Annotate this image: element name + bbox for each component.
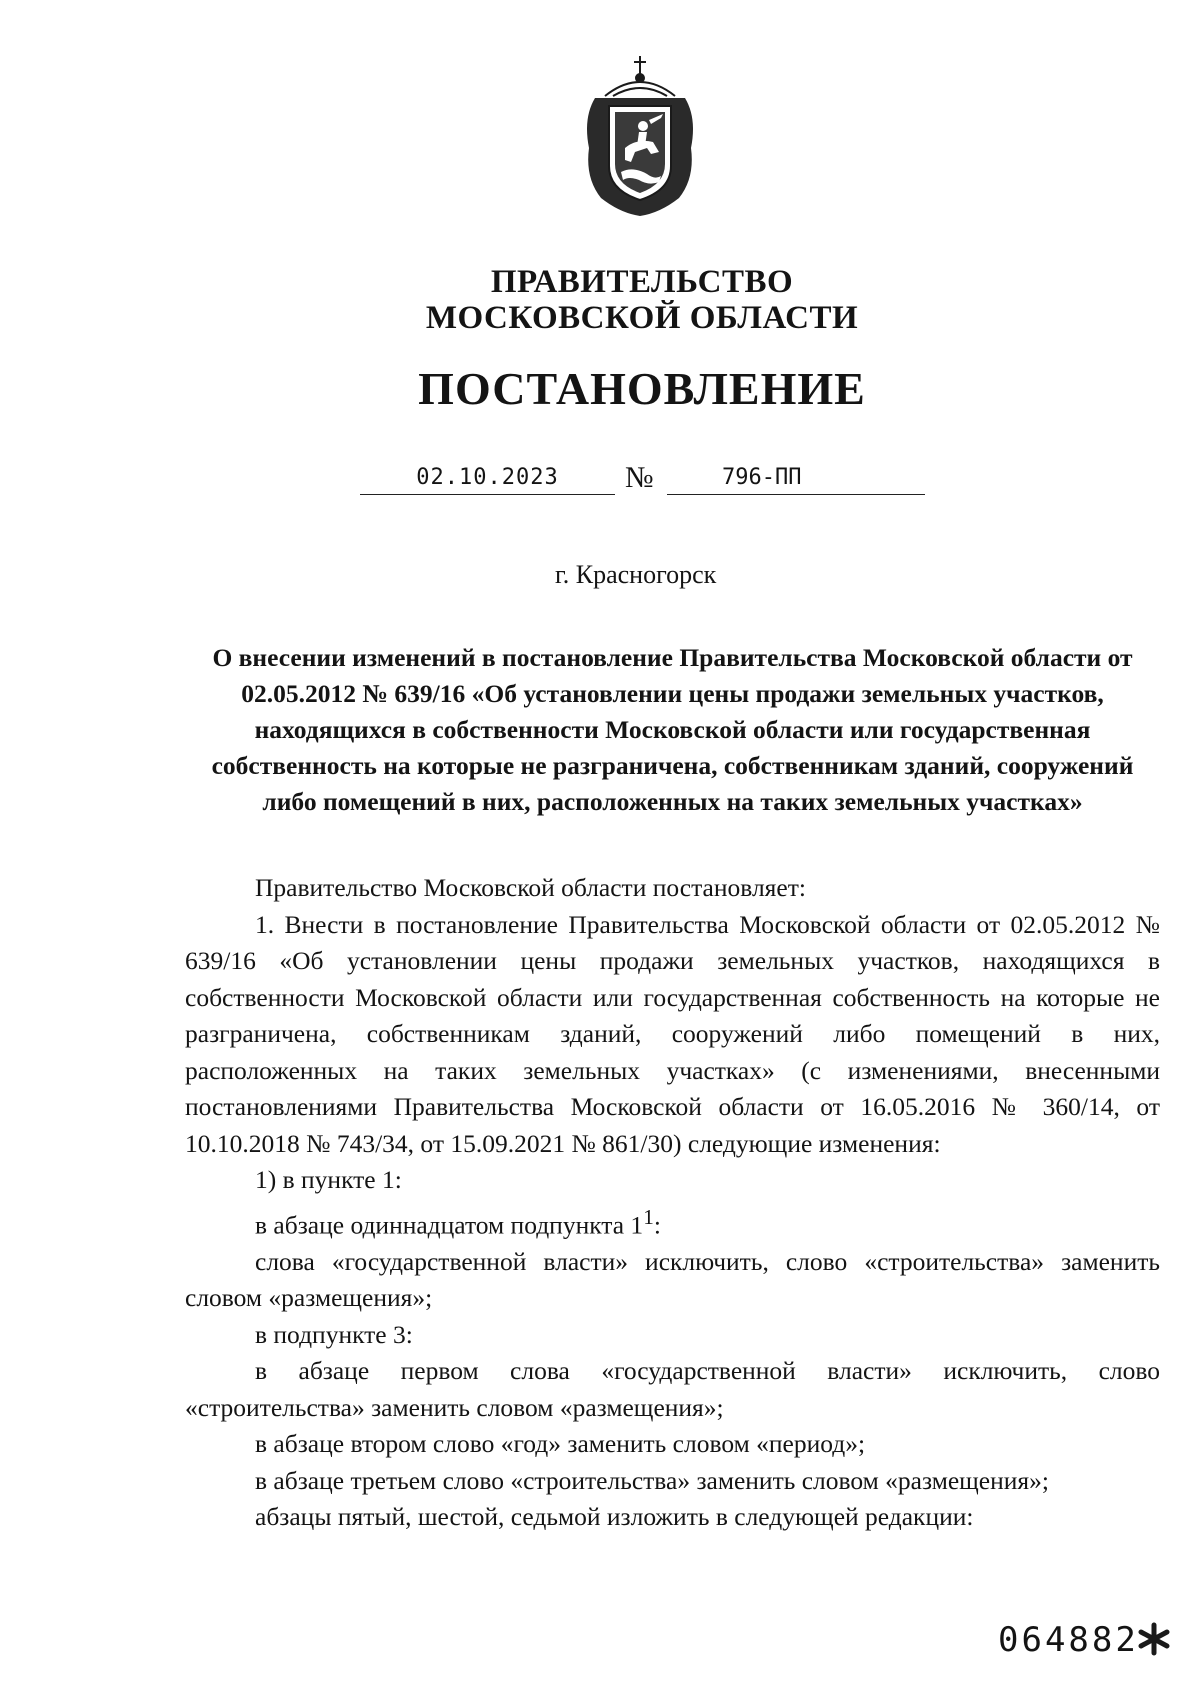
body-paragraph-3-text: в абзаце одиннадцатом подпункта 1 <box>255 1210 644 1239</box>
document-body <box>185 870 1160 1536</box>
body-paragraph-4: слова «государственной власти» исключить, слово «строительства» заменить словом «размещения»; <box>185 1246 1160 1312</box>
city: г. Красногорск <box>555 560 717 589</box>
document-type: ПОСТАНОВЛЕНИЕ <box>418 363 866 414</box>
number-sign: № <box>625 461 654 494</box>
registration-row <box>0 462 1200 502</box>
organization-name-line-1: ПРАВИТЕЛЬСТВО <box>490 264 794 300</box>
form-serial-number: 064882 <box>998 1620 1139 1660</box>
document-number-field <box>667 462 925 495</box>
body-paragraph-7: в абзаце втором слово «год» заменить словом «период»; <box>255 1429 866 1458</box>
body-paragraph-preamble: Правительство Московской области постановляет: <box>255 873 806 902</box>
body-paragraph-3-superscript: 1 <box>643 1204 654 1229</box>
body-paragraph-3 <box>185 1199 1160 1244</box>
asterisk-icon <box>1137 1622 1171 1656</box>
body-paragraph-5: в подпункте 3: <box>255 1319 413 1349</box>
body-paragraph-1: 1. Внести в постановление Правительства Московской области от 02.05.2012 № 639/16 «Об установлении цены продажи земельных участков, находящихся в собственности Московской области или государственная собственность на которые не разграничена, собственникам зданий, сооружений либо помещений в них, расположенных на таких земельных участках» (с изменениями, внесенными постановлениями Правительства Московской области от 16.05.2016 № 360/14, от 10.10.2018 № 743/34, от 15.09.2021 № 861/30) следующие изменения: <box>185 909 1160 1158</box>
body-paragraph-9: абзацы пятый, шестой, седьмой изложить в следующей редакции: <box>255 1502 974 1531</box>
coat-of-arms-icon <box>575 48 705 218</box>
document-date: 02.10.2023 <box>360 462 615 495</box>
body-paragraph-3-end: : <box>653 1210 661 1239</box>
body-paragraph-2: 1) в пункте 1: <box>255 1165 402 1194</box>
document-subject: О внесении изменений в постановление Правительства Московской области от 02.05.2012 № 639/16 «Об установлении цены продажи земельных участков, находящихся в собственности Московской области или государственная собственность на которые не разграничена, собственникам зданий, сооружений либо помещений в них, расположенных на таких земельных участках» <box>211 643 1134 816</box>
organization-name-line-2: МОСКОВСКОЙ ОБЛАСТИ <box>425 300 859 336</box>
body-paragraph-8: в абзаце третьем слово «строительства» заменить словом «размещения»; <box>255 1465 1049 1495</box>
body-paragraph-6: в абзаце первом слова «государственной власти» исключить, слово «строительства» заменить словом «размещения»; <box>185 1356 1160 1422</box>
document-number: 796-ПП <box>722 465 802 490</box>
